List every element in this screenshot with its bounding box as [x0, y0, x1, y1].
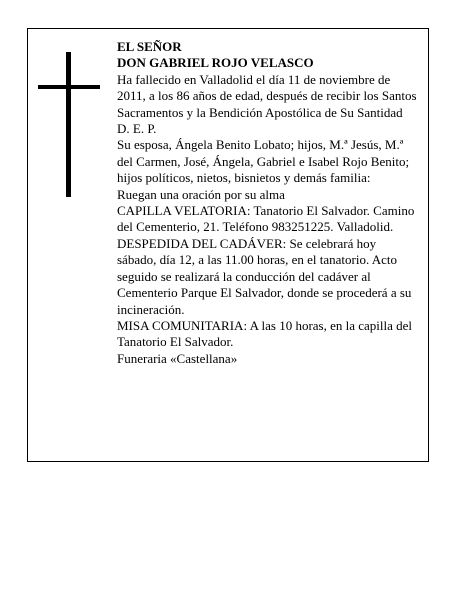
- cross-horizontal-bar: [38, 85, 100, 89]
- cross-vertical-bar: [66, 52, 71, 197]
- notice-text: [117, 39, 417, 367]
- deceased-name: DON GABRIEL ROJO VELASCO: [117, 55, 314, 71]
- farewell-info: DESPEDIDA DEL CADÁVER: Se celebrará hoy sábado, día 12, a las 11.00 horas, en el tanatorio. Acto seguido se realizará la conducción del cadáver al Cementerio Parque El Salvador, donde se procederá a su incineración.: [117, 235, 412, 317]
- obituary-notice: [27, 28, 429, 462]
- rip-abbreviation: D. E. P.: [117, 121, 157, 137]
- prayer-request: Ruegan una oración por su alma: [117, 186, 285, 202]
- notice-title: EL SEÑOR: [117, 39, 182, 54]
- funeral-home: Funeraria «Castellana»: [117, 350, 238, 366]
- family-list: Su esposa, Ángela Benito Lobato; hijos, M.ª Jesús, M.ª del Carmen, José, Ángela, Gabriel e Isabel Rojo Benito; hijos políticos, nietos, bisnietos y demás familia:: [117, 137, 410, 186]
- death-announcement: Ha fallecido en Valladolid el día 11 de noviembre de 2011, a los 86 años de edad, después de recibir los Santos Sacramentos y la Bendición Apostólica de Su Santidad: [117, 71, 417, 120]
- wake-chapel-info: CAPILLA VELATORIA: Tanatorio El Salvador. Camino del Cementerio, 21. Teléfono 983251225. Valladolid.: [117, 203, 415, 235]
- mass-info: MISA COMUNITARIA: A las 10 horas, en la capilla del Tanatorio El Salvador.: [117, 317, 413, 350]
